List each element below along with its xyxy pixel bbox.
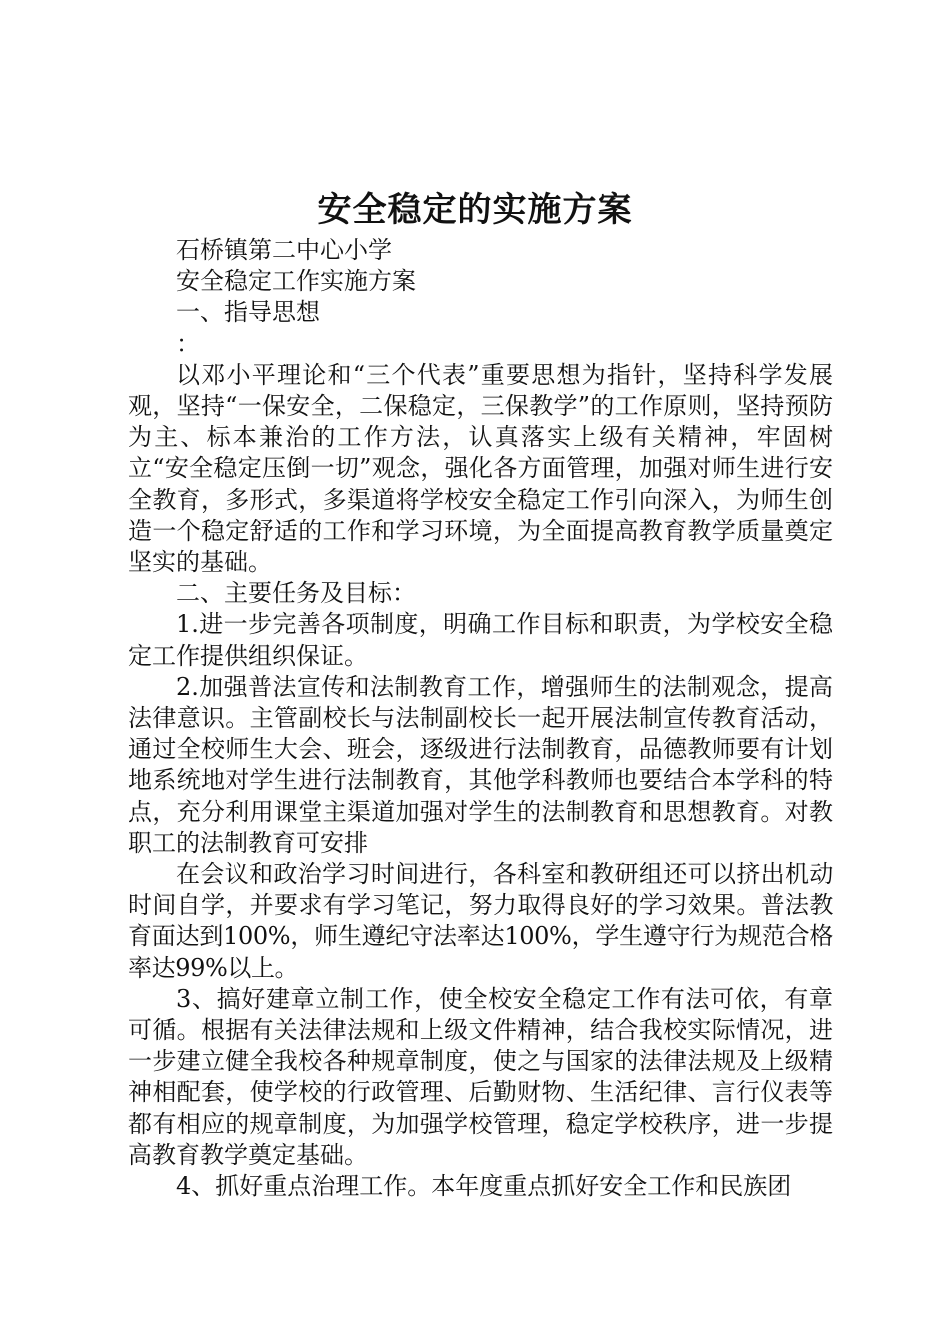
- document-body: [128, 235, 833, 1202]
- paragraph-task-2-continued: 在会议和政治学习时间进行，各科室和教研组还可以挤出机动时间自学，并要求有学习笔记，努力取得良好的学习效果。普法教育面达到100%，师生遵纪守法率达100%，学生遵守行为规范合格率达99%以上。: [128, 860, 833, 982]
- plan-subtitle: 安全稳定工作实施方案: [176, 267, 416, 296]
- colon-line: ：: [176, 329, 200, 358]
- school-name: 石桥镇第二中心小学: [176, 236, 392, 264]
- paragraph-task-4: 4、抓好重点治理工作。本年度重点抓好安全工作和民族团: [176, 1172, 792, 1201]
- section-heading-guiding-ideology: 一、指导思想: [176, 298, 320, 327]
- document-title: 安全稳定的实施方案: [317, 190, 633, 230]
- paragraph-task-1: 1.进一步完善各项制度，明确工作目标和职责，为学校安全稳定工作提供组织保证。: [128, 610, 833, 670]
- paragraph-task-2: 2.加强普法宣传和法制教育工作，增强师生的法制观念，提高法律意识。主管副校长与法制副校长一起开展法制宣传教育活动，通过全校师生大会、班会，逐级进行法制教育，品德教师要有计划地系统地对学生进行法制教育，其他学科教师也要结合本学科的特点，充分利用课堂主渠道加强对学生的法制教育和思想教育。对教职工的法制教育可安排: [128, 672, 833, 857]
- paragraph-guiding-ideology: 以邓小平理论和“三个代表”重要思想为指针，坚持科学发展观，坚持“一保安全，二保稳定，三保教学”的工作原则，坚持预防为主、标本兼治的工作方法，认真落实上级有关精神，牢固树立“安全稳定压倒一切”观念，强化各方面管理，加强对师生进行安全教育，多形式，多渠道将学校安全稳定工作引向深入，为师生创造一个稳定舒适的工作和学习环境，为全面提高教育教学质量奠定坚实的基础。: [128, 360, 833, 577]
- paragraph-task-3: 3、搞好建章立制工作，使全校安全稳定工作有法可依，有章可循。根据有关法律法规和上级文件精神，结合我校实际情况，进一步建立健全我校各种规章制度，使之与国家的法律法规及上级精神相配套，使学校的行政管理、后勤财物、生活纪律、言行仪表等都有相应的规章制度，为加强学校管理，稳定学校秩序，进一步提高教育教学奠定基础。: [128, 984, 833, 1169]
- section-heading-tasks-goals: 二、主要任务及目标：: [176, 579, 416, 608]
